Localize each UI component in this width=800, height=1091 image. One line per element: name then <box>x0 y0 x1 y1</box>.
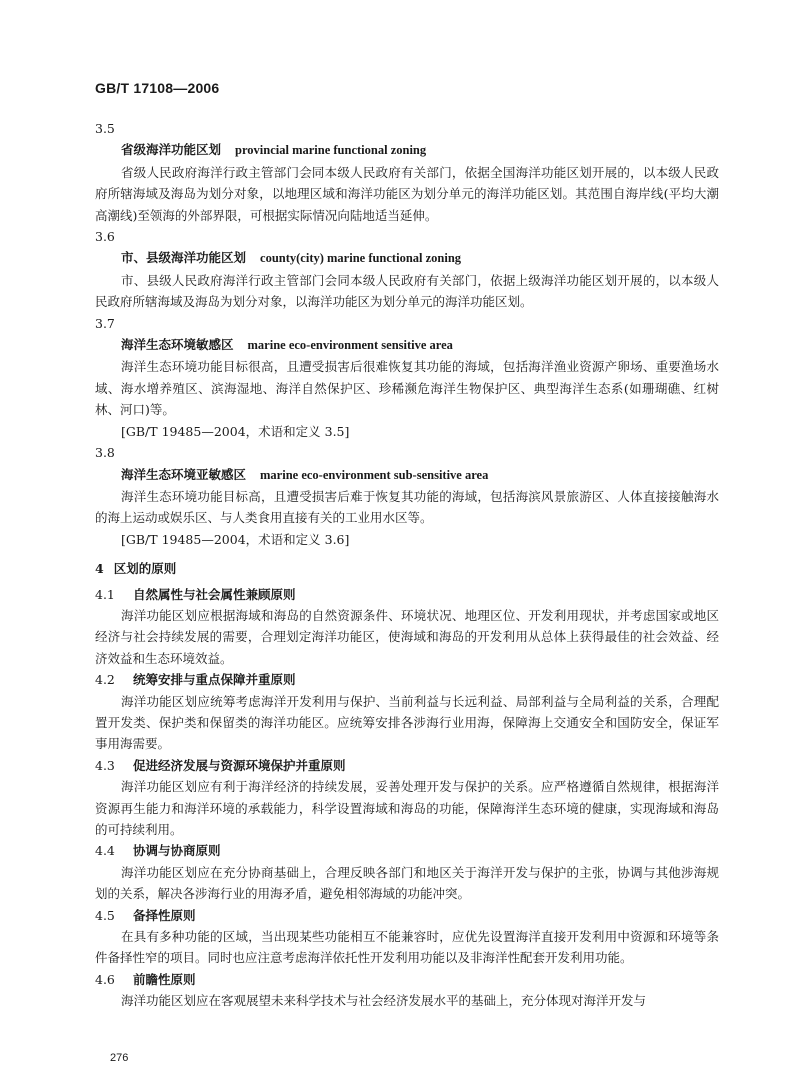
principle-title: 自然属性与社会属性兼顾原则 <box>133 586 296 602</box>
term-reference: [GB/T 19485—2004，术语和定义 3.6] <box>121 531 350 547</box>
term-block <box>95 226 719 313</box>
term-block <box>95 118 719 226</box>
term-definition: 省级人民政府海洋行政主管部门会同本级人民政府有关部门，依据全国海洋功能区划开展的，以本级人民政府所辖海域及海岛为划分对象，以地理区域和海洋功能区为划分单元的海洋功能区划。其范围自海岸线(平均大潮高潮线)至领海的外部界限，可根据实际情况向陆地适当延伸。 <box>95 164 719 223</box>
term-number: 3.7 <box>95 315 115 331</box>
document-body <box>95 118 719 1012</box>
term-english: county(city) marine functional zoning <box>260 251 462 266</box>
principle-heading <box>95 905 719 926</box>
term-heading <box>95 464 719 486</box>
principle-block <box>95 840 719 904</box>
chapter-heading <box>95 558 719 579</box>
principle-text: 海洋功能区划应在充分协商基础上，合理反映各部门和地区关于海洋开发与保护的主张，协调与其他涉海规划的关系，解决各涉海行业的用海矛盾，避免相邻海域的功能冲突。 <box>95 864 719 902</box>
term-definition: 海洋生态环境功能目标很高，且遭受损害后很难恢复其功能的海域，包括海洋渔业资源产卵场、重要渔场水域、海水增养殖区、滨海湿地、海洋自然保护区、珍稀濒危海洋生物保护区、典型海洋生态系(如珊瑚礁、红树林、河口)等。 <box>95 359 719 418</box>
principle-heading <box>95 669 719 690</box>
chapter-number: 4 <box>95 561 104 577</box>
term-english: marine eco-environment sensitive area <box>247 338 453 353</box>
term-chinese: 市、县级海洋功能区划 <box>121 250 247 266</box>
principle-block <box>95 905 719 969</box>
term-number: 3.5 <box>95 121 115 136</box>
term-definition: 海洋生态环境功能目标高，且遭受损害后难于恢复其功能的海域，包括海滨风景旅游区、人体直接接触海水的海上运动或娱乐区、与人类食用直接有关的工业用水区等。 <box>95 488 719 526</box>
term-english: provincial marine functional zoning <box>235 143 427 158</box>
principle-text: 海洋功能区划应根据海域和海岛的自然资源条件、环境状况、地理区位、开发利用现状，并考虑国家或地区经济与社会持续发展的需要，合理划定海洋功能区，使海域和海岛的开发利用从总体上获得最佳的社会效益、经济效益和生态环境效益。 <box>95 607 719 666</box>
term-definition: 市、县级人民政府海洋行政主管部门会同本级人民政府有关部门，依据上级海洋功能区划开展的，以本级人民政府所辖海域及海岛为划分对象，以海洋功能区为划分单元的海洋功能区划。 <box>95 272 719 310</box>
principle-heading <box>95 755 719 776</box>
term-chinese: 省级海洋功能区划 <box>121 142 222 158</box>
term-heading <box>95 247 719 269</box>
principle-number: 4.5 <box>95 907 115 923</box>
term-number: 3.6 <box>95 229 115 245</box>
term-block <box>95 442 719 550</box>
chapter-title: 区划的原则 <box>113 561 177 577</box>
principle-heading <box>95 840 719 861</box>
principle-block <box>95 969 719 1012</box>
principle-title: 统筹安排与重点保障并重原则 <box>133 672 296 688</box>
term-reference: [GB/T 19485—2004，术语和定义 3.5] <box>121 423 350 439</box>
principle-text: 海洋功能区划应在客观展望未来科学技术与社会经济发展水平的基础上，充分体现对海洋开发与 <box>121 993 647 1009</box>
page-number: 276 <box>110 1052 129 1064</box>
principle-block <box>95 755 719 841</box>
principle-title: 协调与协商原则 <box>133 843 221 859</box>
principle-text: 海洋功能区划应有利于海洋经济的持续发展，妥善处理开发与保护的关系。应严格遵循自然规律，根据海洋资源再生能力和海洋环境的承载能力，科学设置海域和海岛的功能，保障海洋生态环境的健康，实现海域和海岛的可持续利用。 <box>95 779 719 837</box>
principle-title: 前瞻性原则 <box>133 971 196 987</box>
term-number: 3.8 <box>95 445 115 461</box>
principle-heading <box>95 584 719 605</box>
term-heading <box>95 334 719 356</box>
principle-number: 4.2 <box>95 672 115 688</box>
principle-block <box>95 584 719 670</box>
principle-text: 海洋功能区划应统筹考虑海洋开发利用与保护、当前利益与长远利益、局部利益与全局利益的关系，合理配置开发类、保护类和保留类的海洋功能区。应统筹安排各涉海行业用海，保障海上交通安全和国防安全，保证军事用海需要。 <box>95 693 719 752</box>
principle-number: 4.4 <box>95 843 115 859</box>
term-heading <box>95 139 719 161</box>
principle-number: 4.6 <box>95 971 115 987</box>
principle-heading <box>95 969 719 990</box>
term-chinese: 海洋生态环境敏感区 <box>121 337 234 353</box>
term-chinese: 海洋生态环境亚敏感区 <box>121 466 247 482</box>
term-block <box>95 313 719 442</box>
principle-number: 4.3 <box>95 757 115 773</box>
principle-block <box>95 669 719 755</box>
principle-number: 4.1 <box>95 586 115 602</box>
term-english: marine eco-environment sub-sensitive area <box>260 467 489 482</box>
principle-text: 在具有多种功能的区域，当出现某些功能相互不能兼容时，应优先设置海洋直接开发利用中资源和环境等条件备择性窄的项目。同时也应注意考虑海洋依托性开发利用功能以及非海洋性配套开发利用功能。 <box>95 929 719 966</box>
principle-title: 备择性原则 <box>133 907 196 923</box>
principle-title: 促进经济发展与资源环境保护并重原则 <box>133 757 346 773</box>
standard-number-header: GB/T 17108—2006 <box>95 80 220 96</box>
